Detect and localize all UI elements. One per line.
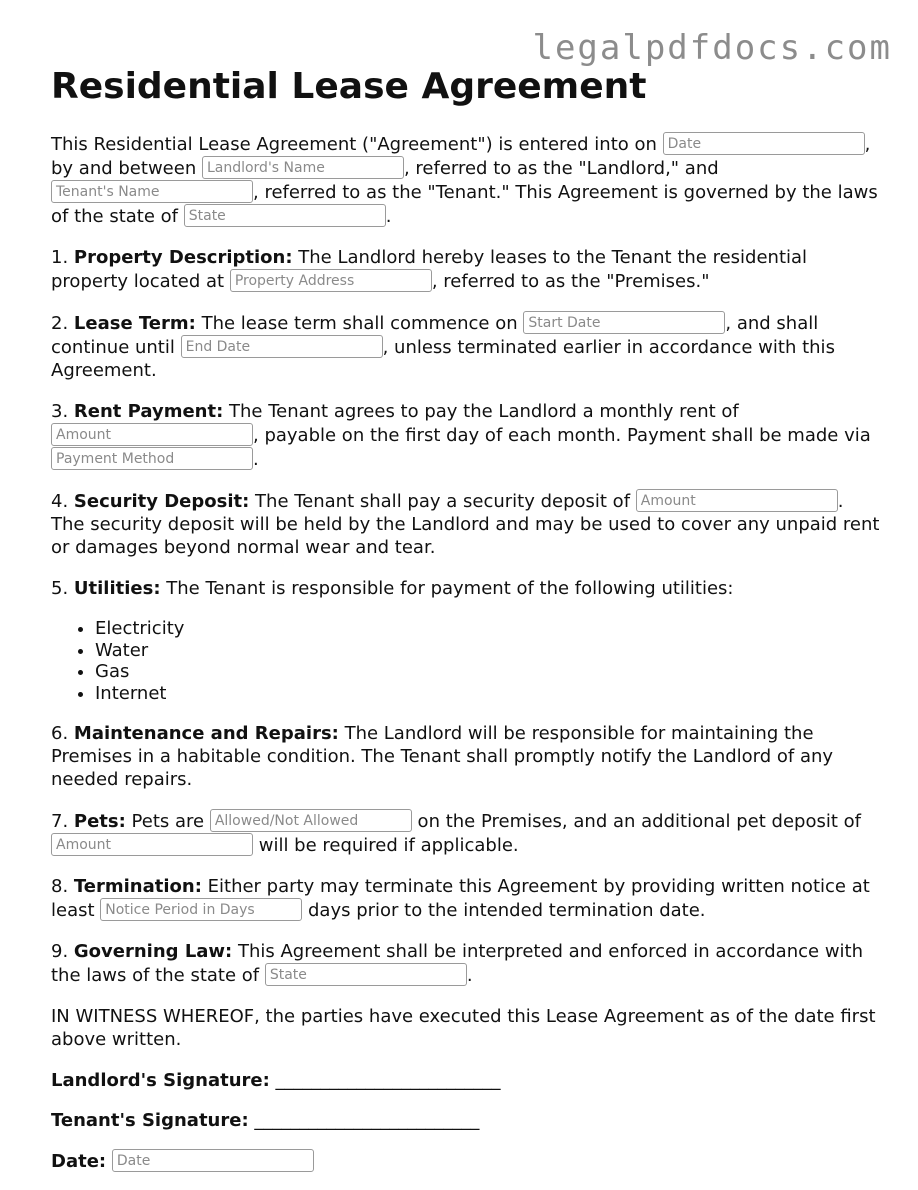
section-heading: Pets:: [73, 811, 126, 832]
section-termination: [51, 875, 881, 922]
section-text: days prior to the intended termination date.: [302, 900, 706, 921]
signature-date-line: [51, 1149, 881, 1173]
section-number: 9.: [51, 941, 74, 962]
section-text: , payable on the first day of each month. Payment shall be made via: [253, 425, 871, 446]
section-number: 7.: [51, 811, 74, 832]
section-number: 1.: [51, 247, 74, 268]
governing-state-field[interactable]: State: [265, 963, 467, 986]
witness-paragraph: IN WITNESS WHEREOF, the parties have executed this Lease Agreement as of the date first above written.: [51, 1006, 876, 1050]
list-item: • Internet: [95, 683, 881, 705]
section-number: 8.: [51, 876, 74, 897]
signature-date-label: Date:: [51, 1151, 107, 1172]
section-security-deposit: [51, 489, 881, 559]
section-heading: Termination:: [73, 876, 202, 897]
section-text: This Agreement shall be interpreted and enforced in accordance with the laws of the state of: [51, 941, 864, 986]
section-rent-payment: [51, 400, 881, 471]
section-text: The Landlord hereby leases to the Tenant the residential property located at: [51, 247, 808, 292]
section-text: .: [253, 449, 259, 470]
section-text: The lease term shall commence on: [195, 313, 524, 334]
list-item: • Gas: [95, 661, 881, 683]
section-text: .: [466, 965, 473, 986]
section-property-description: [51, 246, 881, 293]
tenant-name-field[interactable]: Tenant's Name: [51, 180, 253, 203]
intro-text: , by and between: [51, 134, 871, 179]
section-heading: Utilities:: [73, 578, 161, 599]
list-item: • Electricity: [95, 618, 881, 640]
section-utilities: [51, 577, 881, 600]
document-body: [51, 132, 881, 1190]
notice-period-field[interactable]: Notice Period in Days: [100, 898, 302, 921]
start-date-field[interactable]: Start Date: [523, 311, 725, 334]
end-date-field[interactable]: End Date: [181, 335, 383, 358]
intro-text: .: [385, 206, 392, 227]
intro-text: , referred to as the "Tenant." This Agreement is governed by the laws of the state of: [51, 182, 878, 227]
section-heading: Governing Law:: [73, 941, 233, 962]
agreement-date-field[interactable]: Date: [663, 132, 865, 155]
landlord-signature-blank[interactable]: _________________________: [275, 1070, 501, 1091]
section-text: The Tenant shall pay a security deposit of: [249, 491, 636, 512]
landlord-name-field[interactable]: Landlord's Name: [202, 156, 404, 179]
section-heading: Maintenance and Repairs:: [73, 723, 339, 744]
page-title: Residential Lease Agreement: [51, 66, 647, 107]
state-field[interactable]: State: [184, 204, 386, 227]
section-number: 4.: [51, 491, 74, 512]
watermark: legalpdfdocs.com: [532, 28, 892, 68]
section-heading: Property Description:: [73, 247, 293, 268]
section-pets: [51, 809, 881, 857]
deposit-amount-field[interactable]: Amount: [636, 489, 838, 512]
list-item: • Water: [95, 640, 881, 662]
section-number: 3.: [51, 401, 74, 422]
tenant-signature-label: Tenant's Signature:: [51, 1110, 249, 1131]
property-address-field[interactable]: Property Address: [230, 269, 432, 292]
pets-allowed-field[interactable]: Allowed/Not Allowed: [210, 809, 412, 832]
landlord-signature-label: Landlord's Signature:: [51, 1070, 270, 1091]
section-text: Either party may terminate this Agreement by providing written notice at least: [51, 876, 870, 921]
section-number: 6.: [51, 723, 74, 744]
pet-deposit-amount-field[interactable]: Amount: [51, 833, 253, 856]
section-lease-term: [51, 311, 881, 382]
section-heading: Rent Payment:: [73, 401, 224, 422]
section-governing-law: [51, 940, 881, 987]
section-text: Pets are: [125, 811, 210, 832]
intro-text: , referred to as the "Landlord," and: [403, 158, 719, 179]
section-heading: Lease Term:: [73, 313, 196, 334]
section-text: will be required if applicable.: [253, 835, 519, 856]
tenant-signature-blank[interactable]: _________________________: [254, 1110, 480, 1131]
section-text: The Landlord will be responsible for maintaining the Premises in a habitable condition. The Tenant shall promptly notify the Landlord of any needed repairs.: [51, 723, 834, 790]
intro-text: This Residential Lease Agreement ("Agreement") is entered into on: [51, 134, 663, 155]
section-number: 2.: [51, 313, 74, 334]
section-text: . The security deposit will be held by the Landlord and may be used to cover any unpaid rent or damages beyond normal wear and tear.: [51, 491, 880, 558]
section-heading: Security Deposit:: [73, 491, 250, 512]
section-text: , referred to as the "Premises.": [431, 271, 710, 292]
intro-paragraph: [51, 132, 881, 228]
utilities-list: [51, 618, 881, 704]
section-text: The Tenant is responsible for payment of the following utilities:: [160, 578, 734, 599]
tenant-signature-line: [51, 1109, 881, 1132]
section-maintenance: [51, 722, 881, 791]
section-text: on the Premises, and an additional pet deposit of: [411, 811, 861, 832]
payment-method-field[interactable]: Payment Method: [51, 447, 253, 470]
section-text: , unless terminated earlier in accordance with this Agreement.: [51, 337, 835, 381]
rent-amount-field[interactable]: Amount: [51, 423, 253, 446]
section-text: , and shall continue until: [51, 313, 819, 358]
landlord-signature-line: [51, 1069, 881, 1092]
signature-date-field[interactable]: Date: [112, 1149, 314, 1172]
section-text: The Tenant agrees to pay the Landlord a monthly rent of: [223, 401, 739, 422]
section-number: 5.: [51, 578, 74, 599]
